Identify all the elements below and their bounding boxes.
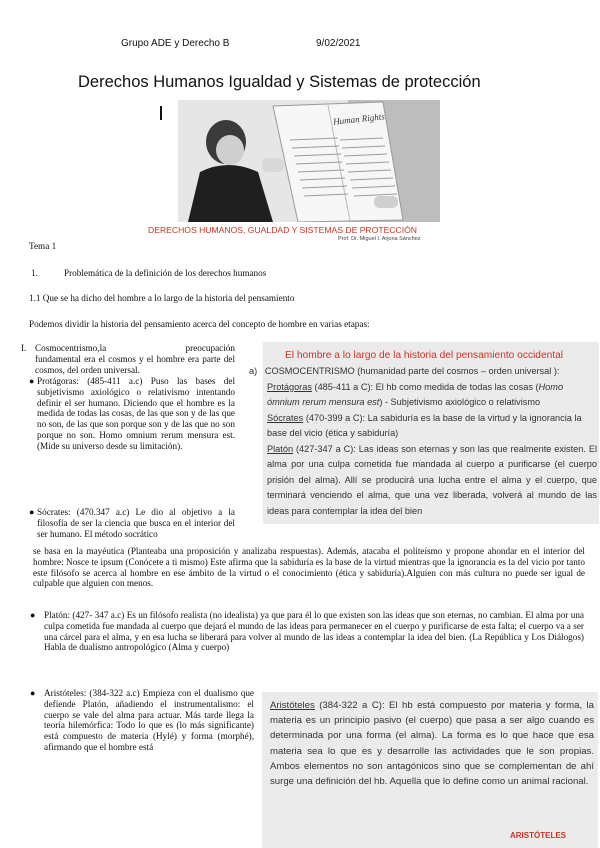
slide-platon-name: Platón [267, 444, 294, 454]
list-marker: I. [21, 343, 27, 353]
bullet-icon: ● [29, 376, 35, 386]
slide-socrates-text: (470-399 a C): La sabiduría es la base de la virtud y la ignorancia la base del vicio (ética y sabiduría) [267, 413, 582, 439]
bullet-icon: ● [30, 688, 36, 698]
page-title: Derechos Humanos Igualdad y Sistemas de protección [78, 73, 481, 91]
slide-heading-text: COSMOCENTRISMO (humanidad parte del cosmos – orden universal ): [264, 366, 560, 376]
socrates-paragraph-part1: Sócrates: (470.347 a.c) Le dio al objetivo a la filosofía de ser la ciencia que busca en el interior del ser humano. El método socrático [37, 507, 235, 539]
slide-protagoras-latin: Homo ómnium rerum mensura est [267, 382, 564, 408]
newspaper-photo-illustration [178, 100, 440, 222]
cosmocentrismo-term: Cosmocentrismo,la [35, 343, 107, 353]
text-cursor [160, 106, 162, 120]
platon-paragraph: Platón: (427- 347 a.c) Es un filósofo realista (no idealista) ya que para él lo que existen son las ideas que son eternas, no cambian. El alma por una culpa cometida fue mandada al cuerpo que dejará el mundo de las ideas para permanecer en el cuerpo y purificarse de esta falta; el cuerpo va a ser una cárcel para el alma, y en esa lucha se liberará para volver al mundo de las ideas a contemplar la idea del bien. (La República y Los Diálogos) Habla de dualismo antropológico (Alma y cuerpo) [44, 610, 584, 653]
slide-heading [249, 364, 559, 379]
slide-aristoteles-body: (384-322 a C): El hb está compuesto por materia y forma, la materia es un principio pasivo (el cuerpo) que pasa a ser algo cuando es determinada por una forma (el alma). La forma es lo que hace que esa materia sea lo que es y desarrolle las actividades que le son propias. Ambos elementos no son antagónicos sino que se complementan de ahí surge una definición del hb. Aquella que lo define como un animal racional. [270, 700, 595, 788]
slide-platon [267, 442, 597, 519]
slide-socrates [267, 411, 597, 442]
aristoteles-paragraph: Aristóteles: (384-322 a.c) Empieza con el dualismo que defiende Platón, añadiendo el instrumentalismo: el cuerpo se vale del alma para actuar. Más tarde llega la teoría hilemórfica: Todo lo que es (lo más significante) está compuesto de materia (Hylé) y forma (morphé), afirmando que el hombre está [44, 688, 254, 752]
slide-aristoteles-name: Aristóteles [270, 700, 315, 711]
banner-author: Prof. Dr. Miguel I. Arjona Sánchez [338, 236, 421, 242]
intro-paragraph: Podemos dividir la historia del pensamiento acerca del concepto de hombre en varias etapas: [29, 319, 370, 329]
slide-aristoteles [262, 692, 598, 848]
protagoras-paragraph: Protágoras: (485-411 a.c) Puso las bases del subjetivismo axiológico o relativismo intentando definir el ser humano. Diciendo que el hombre es la medida de todas las cosas, de las que son y de las que no son, de las que son porque son y de las que no son porque no son. Homo omnium rerum mensura est. (Mide su universo desde su limitación). [37, 376, 235, 451]
cosmocentrismo-text: fundamental era el cosmos y el hombre era parte del cosmos, del orden universal. [35, 354, 235, 375]
header-date: 9/02/2021 [316, 38, 361, 49]
slide-protagoras-end: ) - Subjetivismo axiológico o relativismo [379, 397, 541, 408]
slide-protagoras [267, 380, 597, 411]
socrates-paragraph-part2: se basa en la mayéutica (Planteaba una proposición y analizaba respuestas). Además, atacaba el politeísmo y propone ahondar en el interior del hombre: Nosce te ipsum (Conócete a ti mismo) Este afirma que la sabiduría es la base de la virtud mientras que la ignorancia es la del vicio por tanto este filósofo se acerca al hombre en ese ámbito de la virtud o el conocimiento (ética y sabiduría).Alguien con más cultura no puede ser igual de culpable que alguien con menos. [33, 546, 585, 589]
subsection-title: 1.1 Que se ha dicho del hombre a lo largo de la historia del pensamiento [29, 293, 295, 303]
slide-aristoteles-caption: ARISTÓTELES [510, 831, 567, 840]
slide-aristoteles-text [270, 698, 594, 789]
slide-heading-marker: a) [249, 366, 258, 376]
slide-cosmocentrismo [249, 342, 599, 524]
slide-protagoras-name: Protágoras [267, 382, 312, 392]
slide-title: El hombre a lo largo de la historia del pensamiento occidental [285, 350, 564, 361]
newspaper-headline: Human Rights [332, 111, 386, 127]
slide-platon-text: (427-347 a C): Las ideas son eternas y son las que realmente existen. El alma por una culpa cometida fue mandada al cuerpo a purificarse (el cuerpo prisión del alma). Allí se producirá una lucha entre el alma y el cuerpo, que terminará venciendo el alma, que una vez liberada, volverá al mundo de las ideas para contemplar la idea del bien [267, 444, 597, 516]
bullet-icon: ● [29, 507, 35, 517]
cosmocentrismo-word: preocupación [185, 343, 235, 353]
section-number: 1. [31, 268, 38, 278]
tema-label: Tema 1 [29, 241, 57, 251]
slide-socrates-name: Sócrates [267, 413, 304, 423]
newspaper-photo [178, 100, 440, 222]
banner-title: DERECHOS HUMANOS, GUALDAD Y SISTEMAS DE PROTECCIÓN [148, 225, 417, 235]
slide-protagoras-text: (485-411 a C): El hb como medida de todas las cosas ( [314, 382, 539, 392]
section-title: Problemática de la definición de los derechos humanos [64, 268, 267, 278]
bullet-icon: ● [30, 610, 36, 620]
header-group: Grupo ADE y Derecho B [121, 38, 230, 49]
cosmocentrismo-line1 [35, 343, 235, 354]
